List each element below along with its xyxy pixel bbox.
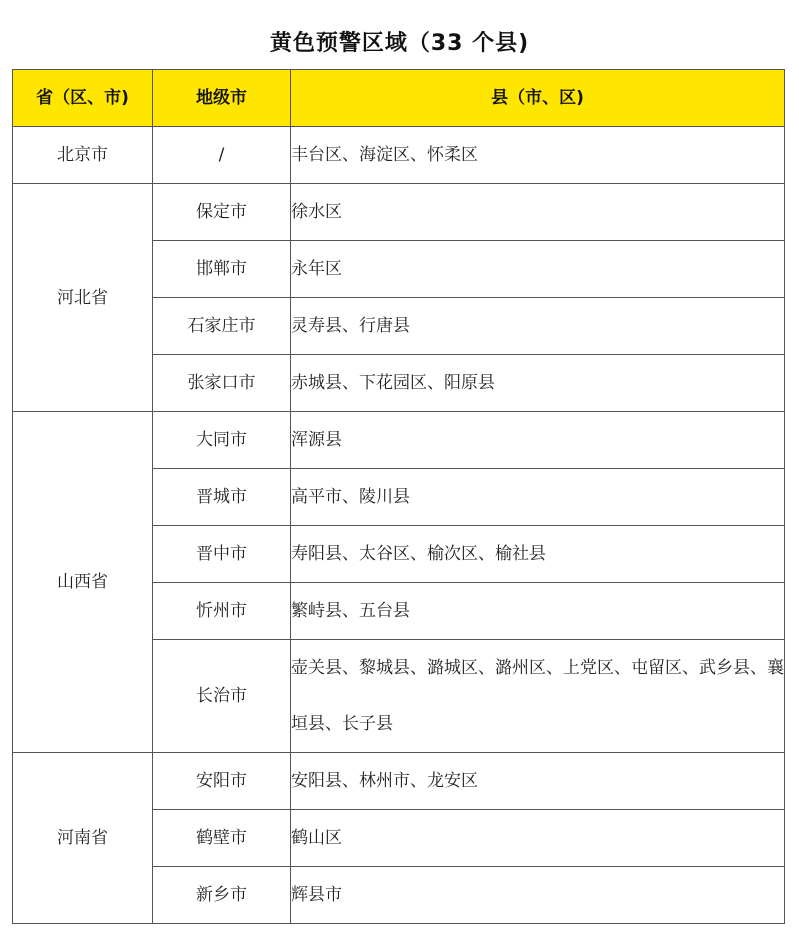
county-cell: 高平市、陵川县 <box>291 469 785 526</box>
city-cell: 鹤壁市 <box>153 810 291 867</box>
county-cell: 永年区 <box>291 241 785 298</box>
province-cell: 河南省 <box>13 753 153 924</box>
page-title: 黄色预警区域（33 个县) <box>269 31 530 56</box>
header-county: 县（市、区) <box>291 70 785 127</box>
city-cell: 邯郸市 <box>153 241 291 298</box>
county-cell: 徐水区 <box>291 184 785 241</box>
city-cell: 晋中市 <box>153 526 291 583</box>
county-cell: 繁峙县、五台县 <box>291 583 785 640</box>
province-cell: 河北省 <box>13 184 153 412</box>
county-cell: 寿阳县、太谷区、榆次区、榆社县 <box>291 526 785 583</box>
city-cell: 石家庄市 <box>153 298 291 355</box>
county-cell: 浑源县 <box>291 412 785 469</box>
city-cell: 长治市 <box>153 640 291 753</box>
city-cell: 保定市 <box>153 184 291 241</box>
county-cell: 壶关县、黎城县、潞城区、潞州区、上党区、屯留区、武乡县、襄垣县、长子县 <box>291 640 785 753</box>
table-row <box>13 184 785 241</box>
county-cell: 灵寿县、行唐县 <box>291 298 785 355</box>
table-header-row <box>13 70 785 127</box>
county-cell: 安阳县、林州市、龙安区 <box>291 753 785 810</box>
city-cell: 安阳市 <box>153 753 291 810</box>
table-row <box>13 127 785 184</box>
header-province: 省（区、市) <box>13 70 153 127</box>
city-cell: 大同市 <box>153 412 291 469</box>
county-cell: 赤城县、下花园区、阳原县 <box>291 355 785 412</box>
table-row <box>13 753 785 810</box>
city-cell: 张家口市 <box>153 355 291 412</box>
province-cell: 北京市 <box>13 127 153 184</box>
county-cell: 丰台区、海淀区、怀柔区 <box>291 127 785 184</box>
province-cell: 山西省 <box>13 412 153 753</box>
city-cell: 晋城市 <box>153 469 291 526</box>
city-cell: 忻州市 <box>153 583 291 640</box>
warning-table <box>12 69 785 924</box>
county-cell: 鹤山区 <box>291 810 785 867</box>
county-cell: 辉县市 <box>291 867 785 924</box>
table-row <box>13 412 785 469</box>
city-cell: 新乡市 <box>153 867 291 924</box>
city-cell: / <box>153 127 291 184</box>
header-city: 地级市 <box>153 70 291 127</box>
